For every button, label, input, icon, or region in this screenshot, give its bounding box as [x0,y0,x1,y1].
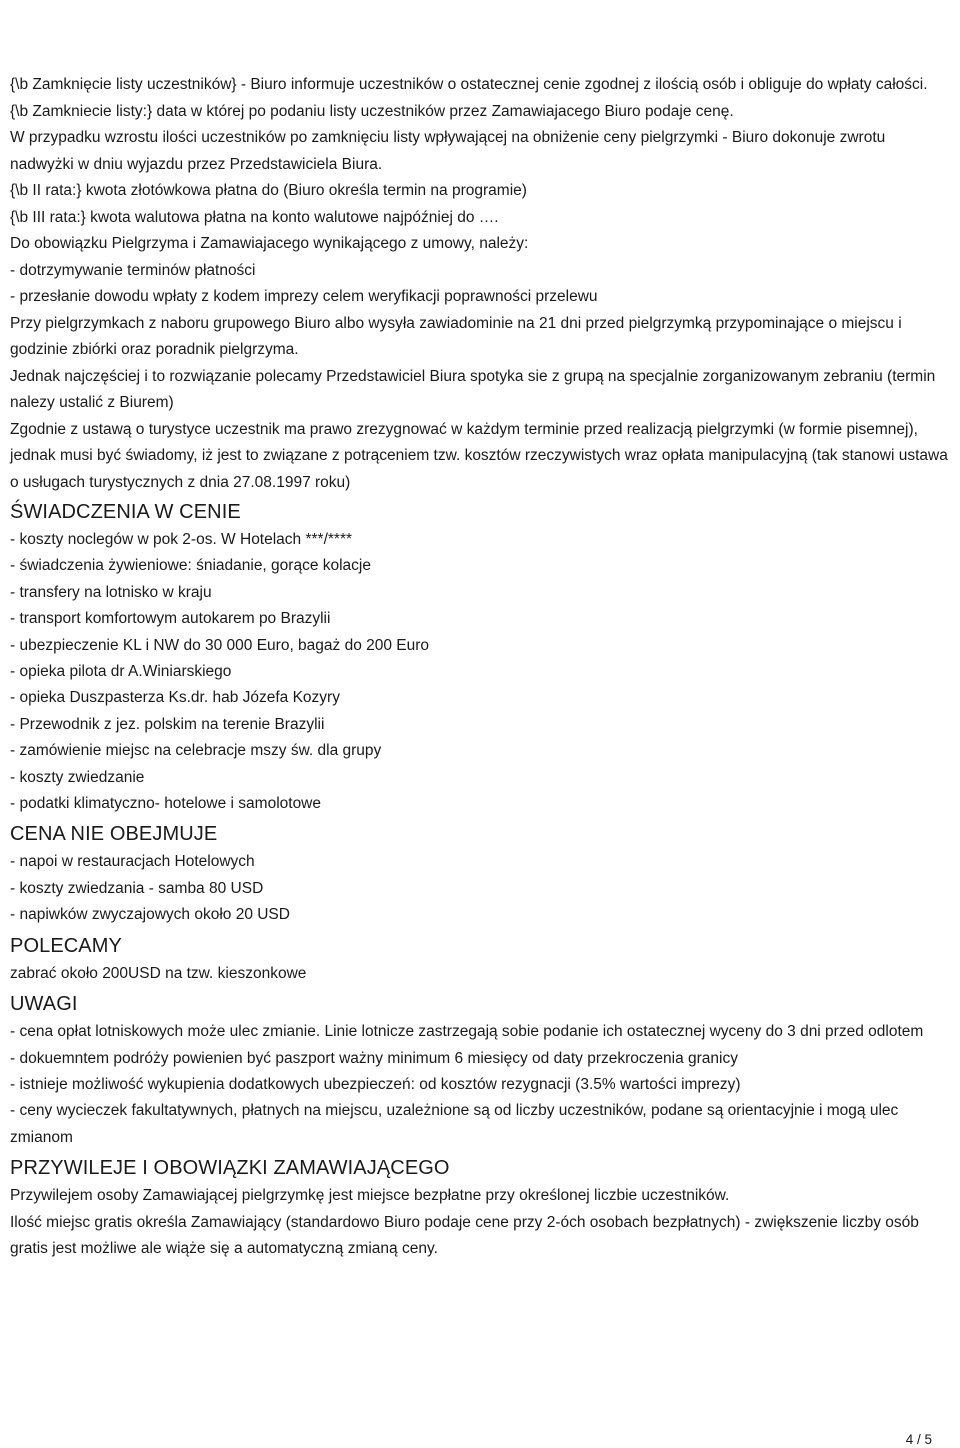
list-item: - koszty zwiedzania - samba 80 USD [10,879,264,897]
list-item: - istnieje możliwość wykupienia dodatkowych ubezpieczeń: od kosztów rezygnacji (3.5% wartości imprezy) [10,1075,741,1093]
list-item: Ilość miejsc gratis określa Zamawiający (standardowo Biuro podaje cene przy 2-óch osobach bezpłatnych) - zwiększenie liczby osób gratis jest możliwe ale wiąże się a automatyczną zmianą ceny. [10,1213,919,1257]
list-item: - dokuemntem podróży powienien być paszport ważny minimum 6 miesięcy od daty przekroczenia granicy [10,1049,738,1067]
notes-list [10,1019,950,1151]
included-list [10,527,950,817]
paragraph-meeting: Jednak najczęściej i to rozwiązanie polecamy Przedstawiciel Biura spotyka sie z grupą na specjalnie zorganizowanym zebraniu (termin nalezy ustalić z Biurem) [10,367,936,411]
heading-notes: UWAGI [10,993,78,1016]
list-item: zabrać około 200USD na tzw. kieszonkowe [10,964,307,982]
privileges-list [10,1183,950,1262]
paragraph-closing-list: {\b Zamknięcie listy uczestników} - Biuro informuje uczestników o ostatecznej cenie zgodnej z ilością osób i obliguje do wpłaty całości. [10,76,928,93]
list-item: - podatki klimatyczno- hotelowe i samolotowe [10,795,321,813]
paragraph-second-installment: {\b II rata:} kwota złotówkowa płatna do (Biuro określa termin na programie) [10,182,527,199]
list-item: Przywilejem osoby Zamawiającej pielgrzymkę jest miejsce bezpłatne przy określonej liczbie uczestników. [10,1187,730,1205]
not-included-list [10,849,950,928]
list-item: - opieka Duszpasterza Ks.dr. hab Józefa Kozyry [10,689,340,707]
list-item: - świadczenia żywieniowe: śniadanie, gorące kolacje [10,557,371,575]
paragraph-obligation-proof: - przesłanie dowodu wpłaty z kodem imprezy celem weryfikacji poprawności przelewu [10,288,598,305]
list-item: - Przewodnik z jez. polskim na terenie Brazylii [10,715,325,733]
list-item: - napoi w restauracjach Hotelowych [10,853,255,871]
document-page [10,72,950,1262]
list-item: - napiwków zwyczajowych około 20 USD [10,906,290,924]
heading-recommend: POLECAMY [10,934,122,957]
paragraph-third-installment: {\b III rata:} kwota walutowa płatna na konto walutowe najpóźniej do …. [10,208,499,226]
list-item: - ubezpieczenie KL i NW do 30 000 Euro, bagaż do 200 Euro [10,636,430,654]
list-item: - cena opłat lotniskowych może ulec zmianie. Linie lotnicze zastrzegają sobie podanie ich ostatecznej wyceny do 3 dni przed odlotem [10,1023,924,1041]
list-item: - koszty zwiedzanie [10,768,145,786]
paragraph-closing-date: {\b Zamkniecie listy:} data w której po podaniu listy uczestników przez Zamawiajacego Biuro podaje cenę. [10,102,734,120]
paragraph-group-notice: Przy pielgrzymkach z naboru grupowego Biuro albo wysyła zawiadominie na 21 dni przed pielgrzymką przypominające o miejscu i godzinie zbiórki oraz poradnik pielgrzyma. [10,314,902,358]
paragraph-refund: W przypadku wzrostu ilości uczestników po zamknięciu listy wpływającej na obniżenie ceny pielgrzymki - Biuro dokonuje zwrotu nadwyżki w dniu wyjazdu przez Przedstawiciela Biura. [10,129,886,173]
list-item: - ceny wycieczek fakultatywnych, płatnych na miejscu, uzależnione są od liczby uczestników, podane są orientacyjnie i mogą ulec zmianom [10,1102,899,1146]
list-item: - zamówienie miejsc na celebracje mszy św. dla grupy [10,742,382,760]
heading-included: ŚWIADCZENIA W CENIE [10,501,241,523]
heading-not-included: CENA NIE OBEJMUJE [10,823,218,846]
paragraph-obligation-deadlines: - dotrzymywanie terminów płatności [10,261,256,279]
list-item: - koszty noclegów w pok 2-os. W Hotelach ***/**** [10,531,353,548]
recommend-list [10,961,950,987]
list-item: - opieka pilota dr A.Winiarskiego [10,663,232,681]
heading-privileges: PRZYWILEJE I OBOWIĄZKI ZAMAWIAJĄCEGO [10,1157,450,1180]
list-item: - transfery na lotnisko w kraju [10,583,212,601]
paragraph-obligations-intro: Do obowiązku Pielgrzyma i Zamawiajacego wynikającego z umowy, należy: [10,235,529,252]
paragraph-resignation: Zgodnie z ustawą o turystyce uczestnik ma prawo zrezygnować w każdym terminie przed realizacją pielgrzymki (w formie pisemnej), jednak musi być świadomy, iż jest to związane z potrąceniem tzw. kosztów rzeczywistych wraz opłata manipulacyjną (tak stanowi ustawa o usługach turystycznych z dnia 27.08.1997 roku) [10,420,948,491]
list-item: - transport komfortowym autokarem po Brazylii [10,610,331,628]
intro-block [10,72,950,496]
page-number: 4 / 5 [905,1432,932,1447]
